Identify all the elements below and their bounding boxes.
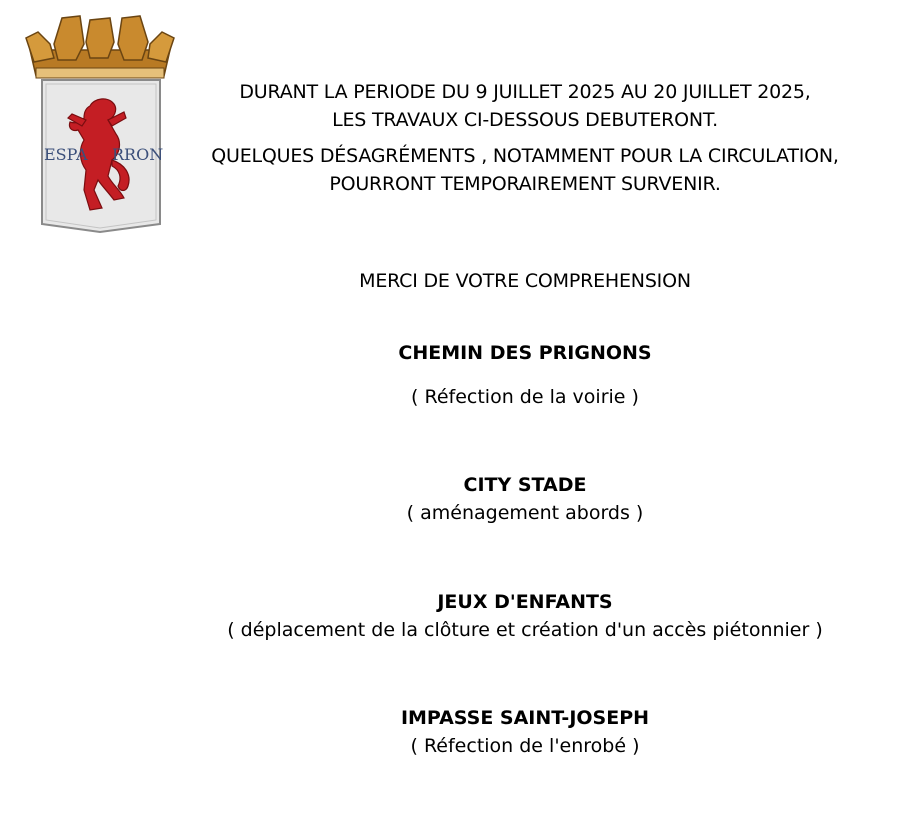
thanks-line: MERCI DE VOTRE COMPREHENSION — [359, 270, 691, 292]
notice-line-1: DURANT LA PERIODE DU 9 JUILLET 2025 AU 20 JUILLET 2025, — [239, 81, 811, 103]
notice-line-2: LES TRAVAUX CI-DESSOUS DEBUTERONT. — [332, 109, 718, 131]
work-item — [180, 339, 870, 411]
notice-line-3: QUELQUES DÉSAGRÉMENTS , NOTAMMENT POUR LA CIRCULATION, — [211, 145, 839, 167]
work-title: JEUX D'ENFANTS — [437, 591, 613, 613]
work-description: ( déplacement de la clôture et création d'un accès piétonnier ) — [227, 619, 823, 641]
town-crest — [24, 14, 176, 236]
work-item — [180, 588, 870, 644]
work-title: CHEMIN DES PRIGNONS — [398, 342, 652, 364]
notice-intro — [180, 78, 870, 198]
work-title: CITY STADE — [463, 474, 587, 496]
work-item — [180, 704, 870, 760]
notice-line-4: POURRONT TEMPORAIREMENT SURVENIR. — [329, 173, 721, 195]
work-title: IMPASSE SAINT-JOSEPH — [400, 707, 650, 729]
crest-emblem — [24, 14, 176, 236]
work-description: ( Réfection de la voirie ) — [411, 386, 639, 408]
work-item — [180, 471, 870, 527]
work-description: ( Réfection de l'enrobé ) — [410, 735, 640, 757]
work-description: ( aménagement abords ) — [406, 502, 644, 524]
crest-text-right: RRON — [112, 145, 164, 164]
crest-text-left: ESPA — [44, 145, 88, 164]
